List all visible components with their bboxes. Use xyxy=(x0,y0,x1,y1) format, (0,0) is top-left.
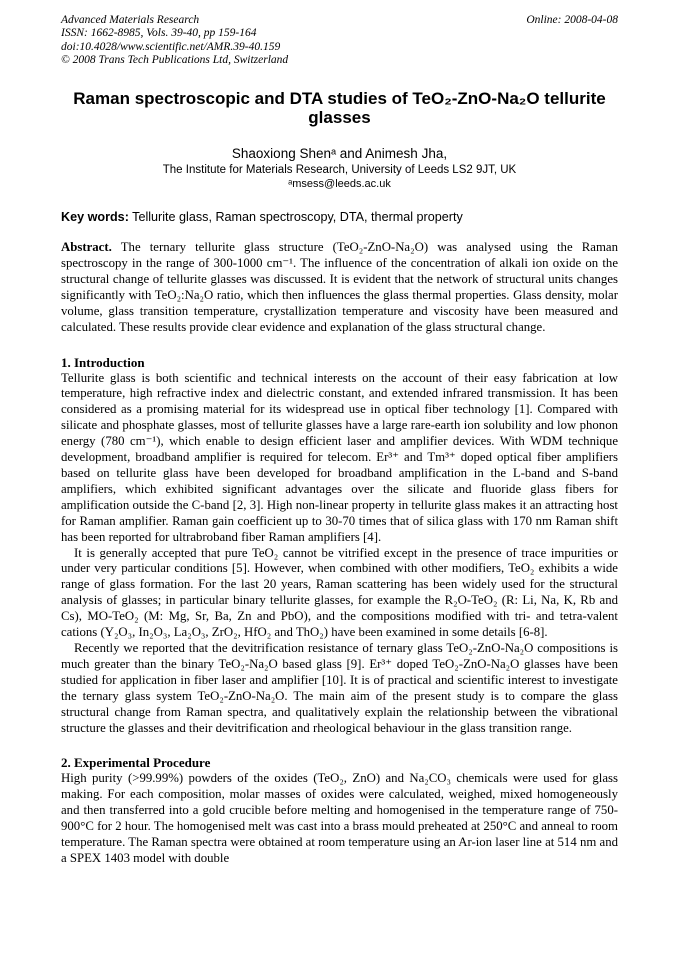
keywords-line xyxy=(61,210,618,225)
publication-info xyxy=(61,14,288,68)
copyright-line: © 2008 Trans Tech Publications Ltd, Switzerland xyxy=(61,54,289,67)
doi-line: doi:10.4028/www.scientific.net/AMR.39-40.159 xyxy=(61,40,281,53)
paper-title: Raman spectroscopic and DTA studies of TeO₂-ZnO-Na₂O tellurite glasses xyxy=(73,88,606,128)
abstract-text: The ternary tellurite glass structure (TeO₂-ZnO-Na₂O) was analysed using the Raman spectroscopy in the range of 300-1000 cm⁻¹. The influence of the concentration of alkali ion oxide on the structural change of tellurite glasses was discussed. It is evident that the network of structural units changes significantly with TeO₂:Na₂O ratio, which then influences the glass thermal properties. Glass density, molar volume, glass transition temperature, crystallization temperature and viscosity have been measured and calculated. These results provide clear evidence and explanation of the glass structural change. xyxy=(61,240,618,334)
abstract-paragraph xyxy=(61,240,618,335)
keywords-text: Tellurite glass, Raman spectroscopy, DTA, thermal property xyxy=(128,210,463,225)
paragraph: High purity (>99.99%) powders of the oxides (TeO₂, ZnO) and Na₂CO₃ chemicals were used for glass making. For each composition, molar masses of oxides were calculated, weighed, mixed homogeneously and then transferred into a gold crucible before melting and homogenised in the temperature range of 750-900°C for 2 hour. The homogenised melt was cast into a brass mould preheated at 250°C and anneal to room temperature. The Raman spectra were obtained at room temperature using an Ar-ion laser line at 514 nm and a SPEX 1403 model with double xyxy=(61,771,618,865)
authors-line: Shaoxiong Shenᵃ and Animesh Jha, xyxy=(231,145,448,161)
online-date: Online: 2008-04-08 xyxy=(526,14,618,26)
paragraph: Tellurite glass is both scientific and technical interests on the account of their easy fabrication at low temperature, high refractive index and dielectric constant, and extended infrared transmission. It has been considered as a promising material for its widespread use in optical fiber technology [1]. Compared with silicate and phosphate glasses, most of tellurite glasses have a large rare-earth ion solubility and low phonon energy (780 cm⁻¹), which enable to design efficient laser and amplifier devices. With WDM technique development, broadband amplifier is required for telecom. Er³⁺ and Tm³⁺ doped optical fiber amplifiers based on tellurite glass have been developed for broadband amplification in the L-band and S-band amplifiers, which exhibited significant advantages over the silicate and fluoride glass fibers for amplification outside the C-band [2, 3]. High non-linear property in tellurite glass makes it an attracting host for Raman amplifier. Raman gain coefficient up to 30-70 times that of silica glass with 170 nm Raman shift has been reported for ultrabroband fiber Raman amplifiers [4]. xyxy=(61,370,618,544)
section-heading-experimental: 2. Experimental Procedure xyxy=(61,755,211,771)
section-heading-introduction: 1. Introduction xyxy=(61,354,145,370)
paragraph: Recently we reported that the devitrification resistance of ternary glass TeO₂-ZnO-Na₂O compositions is much greater than the binary TeO₂-Na₂O based glass [9]. Er³⁺ doped TeO₂-ZnO-Na₂O glasses have been studied for application in fiber laser and amplifier [10]. It is of practical and scientific interest to investigate the ternary glass system TeO₂-ZnO-Na₂O. The main aim of the present study is to compare the glass structural change from Raman spectra, and qualitatively explain the relationship between the vibrational structure the glasses and their devitrification and rheological behaviour in the glass transition range. xyxy=(61,640,618,735)
paragraph: It is generally accepted that pure TeO₂ cannot be vitrified except in the presence of trace impurities or under very particular conditions [5]. However, when combined with other modifiers, TeO₂ exhibits a wide range of glass formation. For the last 20 years, Raman scattering has been widely used for the structural analysis of glasses; in particular binary tellurite glasses, for example the R₂O-TeO₂ (R: Li, Na, K, Rb and Cs), MO-TeO₂ (M: Mg, Sr, Ba, Zn and PbO), and the compositions modified with tri- and tetra-valent cations (Y₂O₃, In₂O₃, La₂O₃, ZrO₂, HfO₂ and ThO₂) have been examined in some details [6-8]. xyxy=(61,545,618,640)
issn-line: ISSN: 1662-8985, Vols. 39-40, pp 159-164 xyxy=(61,27,257,40)
email-line: ᵃmsess@leeds.ac.uk xyxy=(288,177,391,190)
journal-name: Advanced Materials Research xyxy=(61,14,200,26)
publication-header xyxy=(61,14,618,68)
affiliation-line: The Institute for Materials Research, University of Leeds LS2 9JT, UK xyxy=(162,163,517,176)
abstract-label: Abstract. xyxy=(61,240,112,255)
keywords-label: Key words: xyxy=(61,210,129,225)
